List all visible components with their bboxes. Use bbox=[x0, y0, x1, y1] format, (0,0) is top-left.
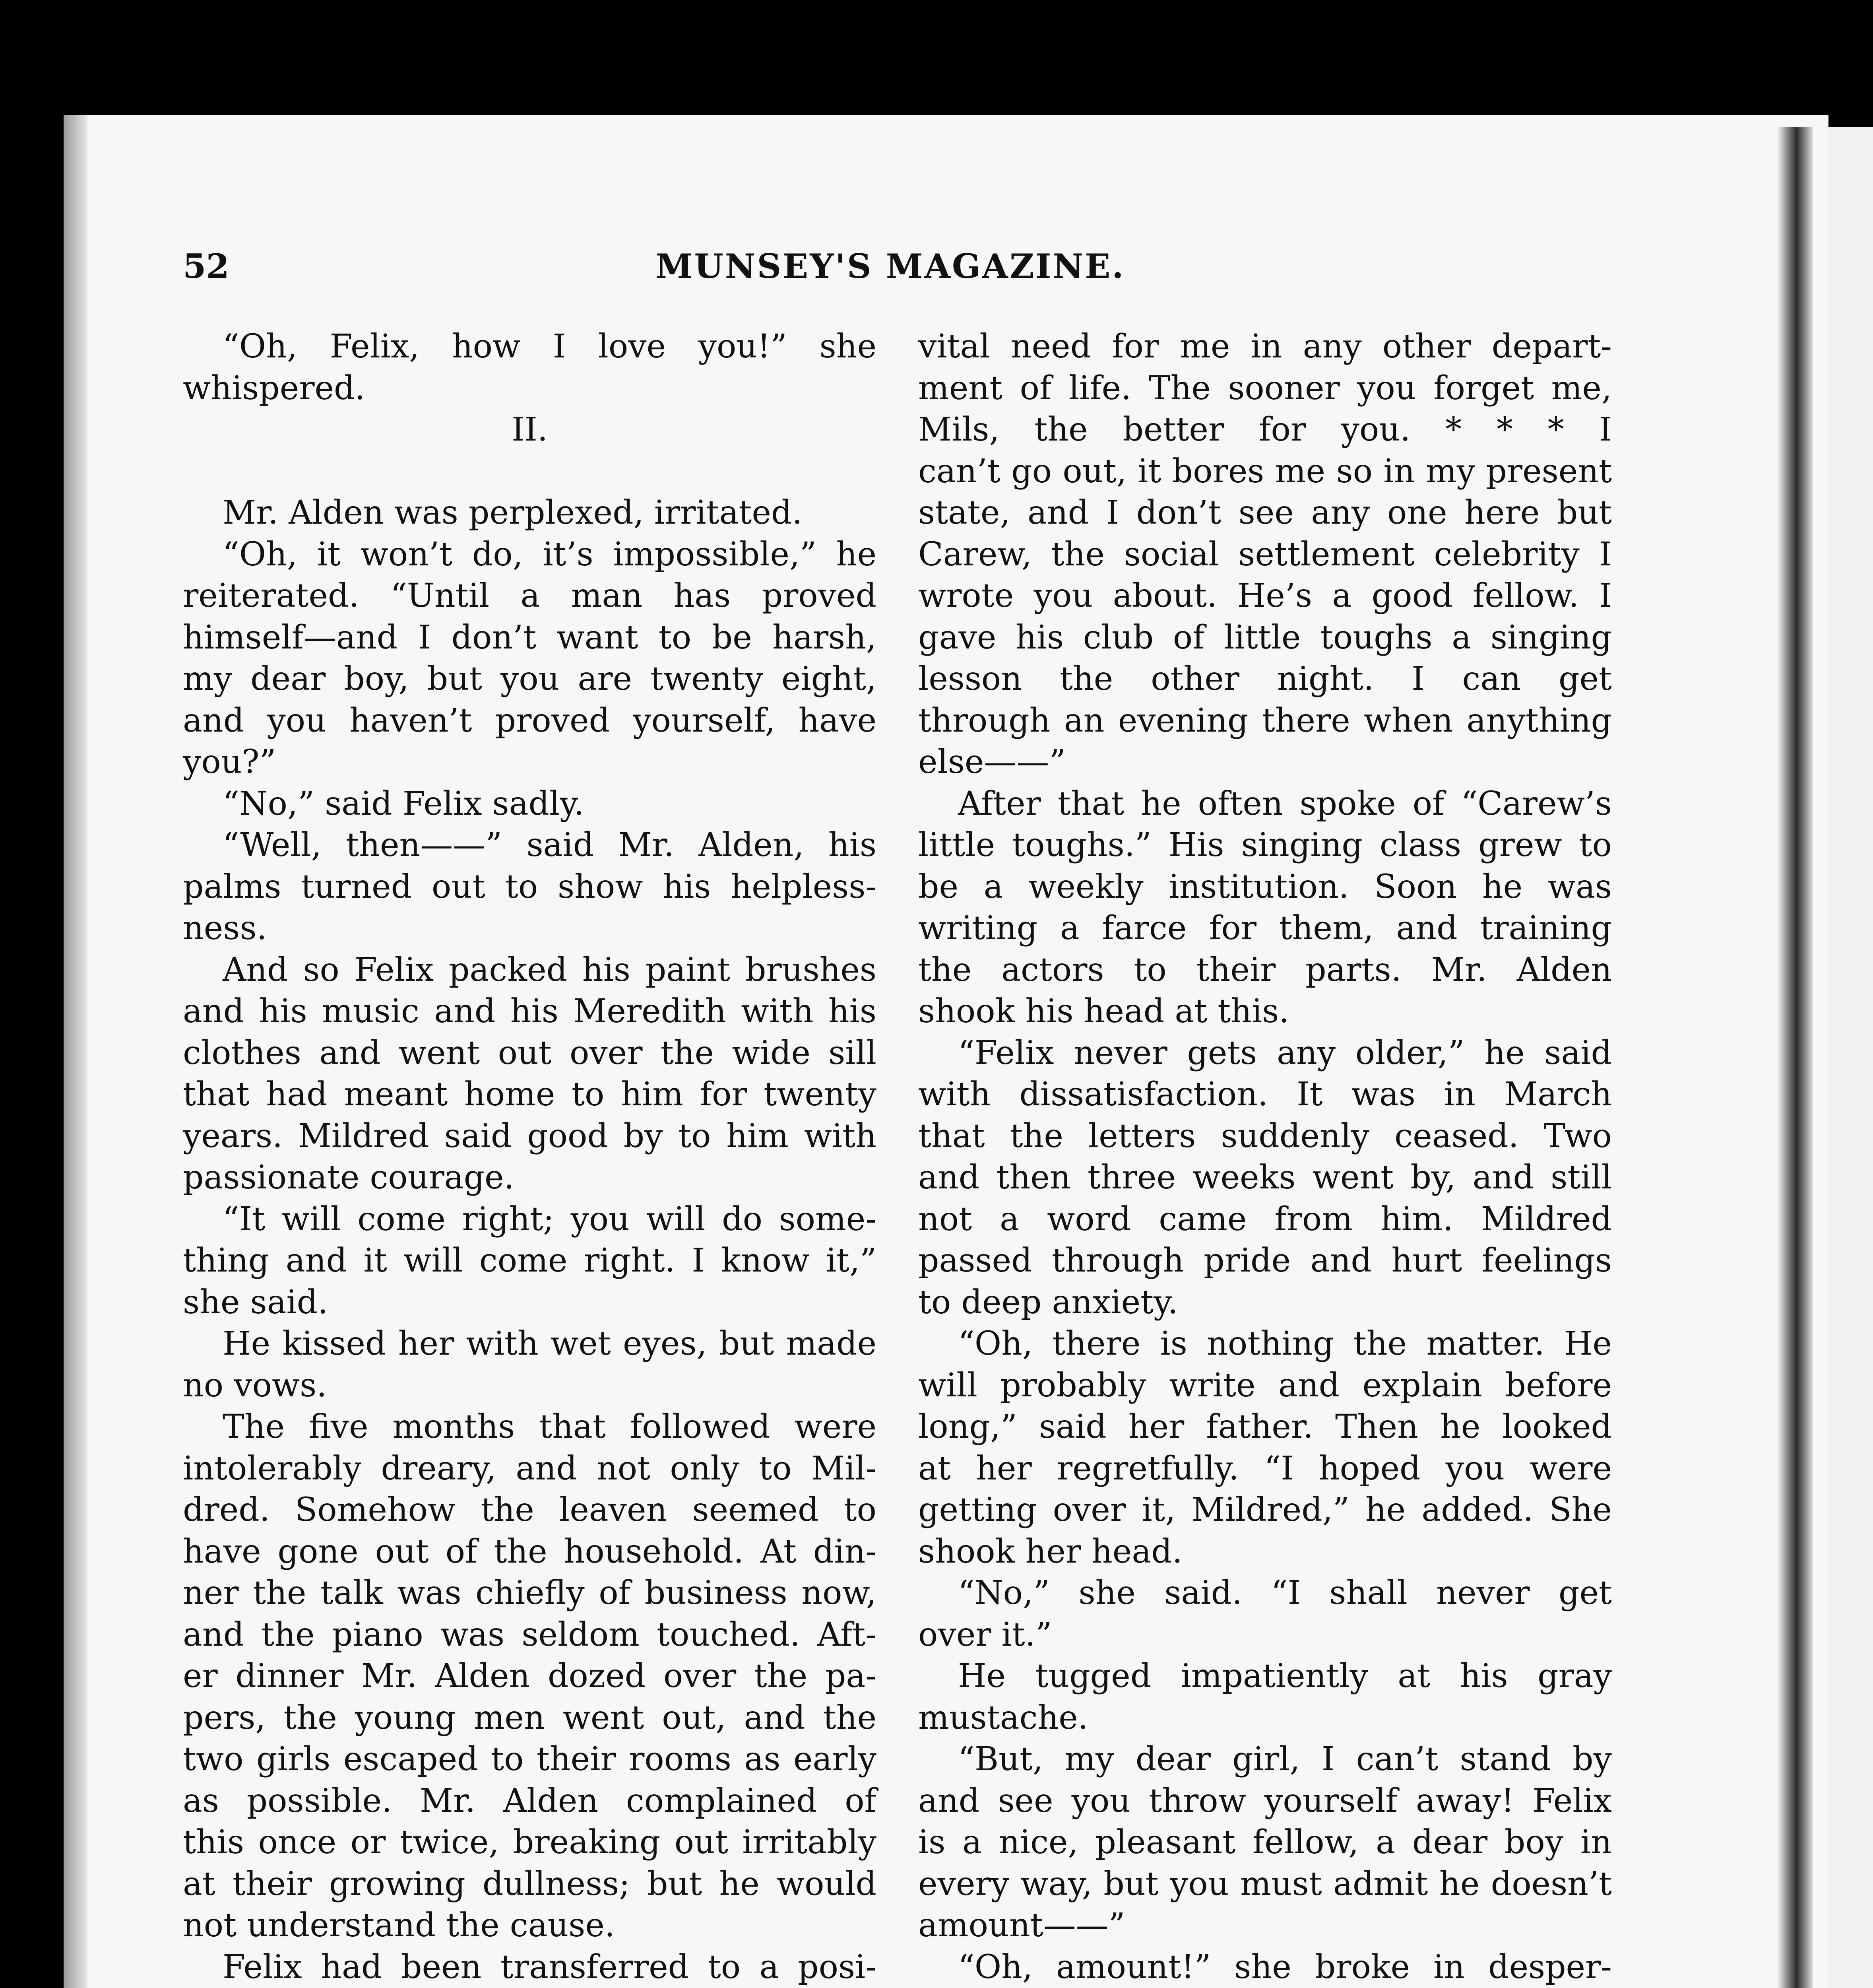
left-column-line: whispered. bbox=[183, 369, 365, 407]
right-column-line: writing a farce for them, and training bbox=[918, 909, 1612, 947]
page-number: 52 bbox=[183, 247, 229, 286]
left-column-line: intolerably dreary, and not only to Mil- bbox=[183, 1449, 876, 1487]
right-column-line: little toughs.” His singing class grew to bbox=[918, 826, 1612, 864]
left-column-line: my dear boy, but you are twenty eight, bbox=[183, 660, 876, 698]
right-column-line: Carew, the social settlement celebrity I bbox=[918, 535, 1612, 573]
left-column-line: The five months that followed were bbox=[223, 1408, 876, 1446]
right-column-line: else——” bbox=[918, 743, 1066, 781]
left-column-line: “Oh, Felix, how I love you!” she bbox=[223, 328, 876, 365]
left-column-line bbox=[183, 451, 876, 493]
right-column-line: “Oh, amount!” she broke in desper- bbox=[958, 1948, 1612, 1986]
left-column-line: she said. bbox=[183, 1283, 328, 1321]
right-column-line: gave his club of little toughs a singing bbox=[918, 618, 1612, 656]
left-column-line: “Well, then——” said Mr. Alden, his bbox=[223, 826, 876, 864]
left-column-line: at their growing dullness; but he would bbox=[183, 1865, 876, 1903]
right-column-line: wrote you about. He’s a good fellow. I bbox=[918, 577, 1612, 615]
right-column-line: that the letters suddenly ceased. Two bbox=[918, 1117, 1612, 1155]
left-column-line: pers, the young men went out, and the bbox=[183, 1699, 876, 1737]
left-column-line: “Oh, it won’t do, it’s impossible,” he bbox=[223, 535, 876, 573]
right-column-line: will probably write and explain before bbox=[918, 1366, 1612, 1404]
right-column-line: with dissatisfaction. It was in March bbox=[918, 1076, 1612, 1113]
left-column-line: Mr. Alden was perplexed, irritated. bbox=[223, 494, 803, 532]
left-column-line: this once or twice, breaking out irritably bbox=[183, 1823, 876, 1861]
left-column-line: passionate courage. bbox=[183, 1159, 514, 1196]
right-column-line: every way, but you must admit he doesn’t bbox=[918, 1865, 1612, 1903]
left-column-line: er dinner Mr. Alden dozed over the pa- bbox=[183, 1657, 876, 1695]
left-column-line: you?” bbox=[183, 743, 276, 781]
left-column-line: ness. bbox=[183, 909, 267, 947]
right-column-line: getting over it, Mildred,” he added. She bbox=[918, 1491, 1612, 1529]
page-binding-edge bbox=[64, 115, 87, 1988]
right-column-line: is a nice, pleasant fellow, a dear boy in bbox=[918, 1823, 1612, 1861]
text-column-right bbox=[918, 326, 1612, 1988]
right-column-line: at her regretfully. “I hoped you were bbox=[918, 1449, 1612, 1487]
right-column-line: mustache. bbox=[918, 1699, 1088, 1737]
right-column-line: shook his head at this. bbox=[918, 992, 1289, 1030]
right-column-line: After that he often spoke of “Carew’s bbox=[958, 784, 1612, 823]
left-column-line: “No,” said Felix sadly. bbox=[223, 784, 584, 823]
right-column-line: through an evening there when anything bbox=[918, 701, 1612, 740]
left-column-line: not understand the cause. bbox=[183, 1906, 615, 1944]
page-header bbox=[183, 247, 1598, 290]
left-column-line: and you haven’t proved yourself, have bbox=[183, 701, 876, 740]
right-column-line: “No,” she said. “I shall never get bbox=[958, 1574, 1612, 1612]
left-column-line: himself—and I don’t want to be harsh, bbox=[183, 618, 876, 656]
right-column-line: to deep anxiety. bbox=[918, 1283, 1178, 1321]
right-column-line: and then three weeks went by, and still bbox=[918, 1159, 1612, 1196]
right-column-line: passed through pride and hurt feelings bbox=[918, 1242, 1612, 1279]
right-column-line: ment of life. The sooner you forget me, bbox=[918, 369, 1612, 407]
right-column-line: can’t go out, it bores me so in my present bbox=[918, 452, 1612, 490]
left-column-line: thing and it will come right. I know it,” bbox=[183, 1242, 876, 1279]
left-column-line: Felix had been transferred to a posi- bbox=[223, 1948, 876, 1986]
left-column-line: have gone out of the household. At din- bbox=[183, 1532, 876, 1571]
text-column-left bbox=[183, 326, 876, 1988]
left-column-line: and his music and his Meredith with his bbox=[183, 992, 876, 1030]
page-gutter-shadow bbox=[1777, 127, 1813, 1988]
left-column-line: palms turned out to show his helpless- bbox=[183, 868, 876, 906]
right-column-line: “Oh, there is nothing the matter. He bbox=[958, 1325, 1612, 1363]
left-column-line: dred. Somehow the leaven seemed to bbox=[183, 1491, 876, 1529]
right-column-line: not a word came from him. Mildred bbox=[918, 1200, 1612, 1238]
left-column-line: reiterated. “Until a man has proved bbox=[183, 577, 876, 615]
left-column-line: He kissed her with wet eyes, but made bbox=[223, 1325, 876, 1363]
right-column-line: Mils, the better for you. * * * I bbox=[918, 411, 1612, 448]
left-column-line: years. Mildred said good by to him with bbox=[183, 1117, 876, 1155]
left-column-line: And so Felix packed his paint brushes bbox=[223, 951, 876, 989]
left-column-line: as possible. Mr. Alden complained of bbox=[183, 1782, 876, 1820]
right-column-line: “Felix never gets any older,” he said bbox=[958, 1034, 1612, 1072]
left-column-line: clothes and went out over the wide sill bbox=[183, 1034, 876, 1072]
right-column-line: long,” said her father. Then he looked bbox=[918, 1408, 1612, 1446]
right-column-line: state, and I don’t see any one here but bbox=[918, 494, 1612, 532]
right-column-line: and see you throw yourself away! Felix bbox=[918, 1782, 1612, 1820]
right-column-line: over it.” bbox=[918, 1615, 1052, 1654]
left-column-line: and the piano was seldom touched. Aft- bbox=[183, 1615, 876, 1654]
right-column-line: He tugged impatiently at his gray bbox=[958, 1657, 1612, 1695]
left-column-line: “It will come right; you will do some- bbox=[223, 1200, 876, 1238]
right-column-line: amount——” bbox=[918, 1906, 1125, 1944]
right-column-line: the actors to their parts. Mr. Alden bbox=[918, 951, 1612, 989]
right-column-line: vital need for me in any other depart- bbox=[918, 328, 1612, 365]
right-column-line: shook her head. bbox=[918, 1532, 1183, 1571]
left-column-line: no vows. bbox=[183, 1366, 327, 1404]
left-column-line: two girls escaped to their rooms as early bbox=[183, 1740, 876, 1778]
left-column-line: II. bbox=[512, 411, 548, 448]
left-column-line: ner the talk was chiefly of business now, bbox=[183, 1574, 876, 1612]
right-column-line: “But, my dear girl, I can’t stand by bbox=[958, 1740, 1612, 1778]
right-column-line: lesson the other night. I can get bbox=[918, 660, 1612, 698]
left-column-line: that had meant home to him for twenty bbox=[183, 1076, 876, 1113]
running-title: MUNSEY'S MAGAZINE. bbox=[655, 247, 1125, 286]
right-column-line: be a weekly institution. Soon he was bbox=[918, 868, 1612, 906]
